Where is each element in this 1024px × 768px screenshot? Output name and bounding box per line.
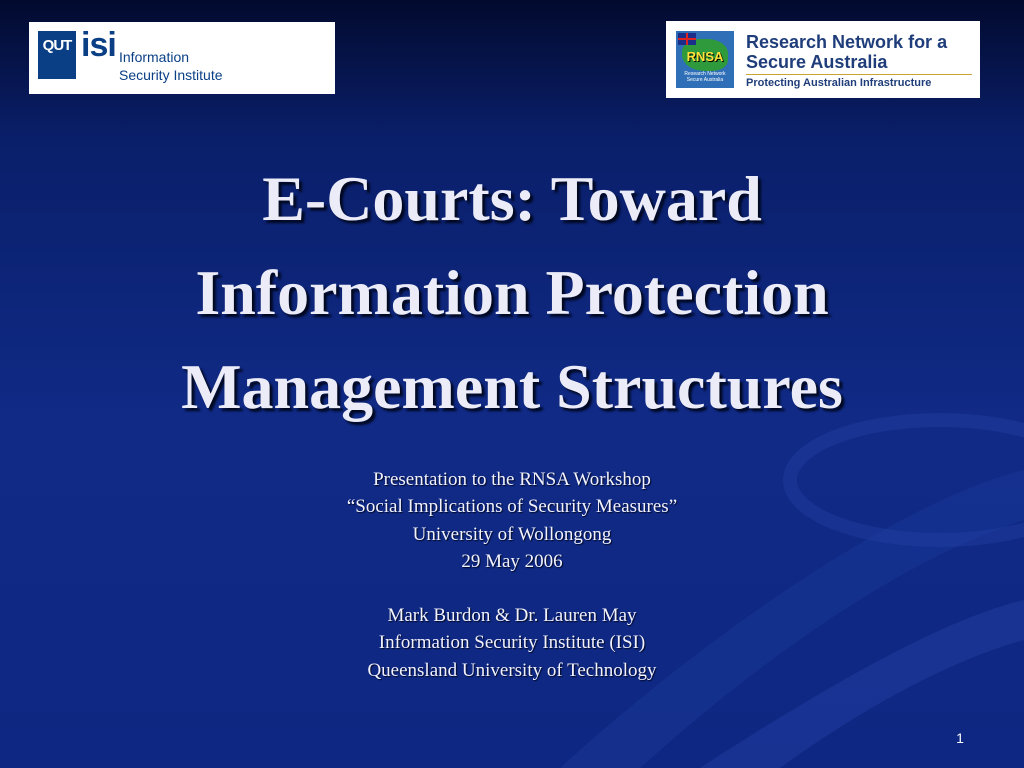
title-line1: E-Courts: Toward (262, 163, 762, 234)
isi-line2: Security Institute (119, 67, 223, 83)
rnsa-title-line1: Research Network for a (746, 32, 948, 52)
event-line2: “Social Implications of Security Measures” (346, 496, 678, 518)
isi-line1: Information (119, 49, 190, 65)
slide-number: 1 (956, 730, 964, 746)
spacer (200, 575, 824, 602)
author-university: Queensland University of Technology (367, 659, 657, 681)
author-institute: Information Security Institute (ISI) (378, 632, 646, 654)
author-names: Mark Burdon & Dr. Lauren May (387, 605, 637, 627)
slide-title (40, 152, 984, 434)
isi-mark: isi (81, 26, 116, 64)
rnsa-badge-sub1: Research Network (684, 71, 726, 77)
event-line1: Presentation to the RNSA Workshop (373, 469, 651, 490)
rnsa-divider (746, 74, 972, 75)
flag-icon (678, 33, 696, 45)
isi-text (119, 48, 223, 84)
subtitle-block (200, 466, 824, 684)
qut-mark: QUT (38, 31, 76, 79)
rnsa-acronym: RNSA (686, 49, 724, 64)
rnsa-badge (676, 31, 734, 88)
rnsa-title (746, 32, 947, 72)
event-date: 29 May 2006 (461, 550, 563, 572)
rnsa-tagline: Protecting Australian Infrastructure (746, 77, 932, 89)
rnsa-title-line2: Secure Australia (746, 52, 888, 72)
title-line2: Information Protection (195, 257, 829, 328)
rnsa-badge-sub (676, 71, 734, 83)
title-line3: Management Structures (181, 351, 843, 422)
rnsa-badge-sub2: Secure Australia (686, 77, 724, 83)
event-venue: University of Wollongong (412, 523, 612, 545)
qut-isi-logo (29, 22, 335, 94)
rnsa-logo (666, 21, 980, 98)
